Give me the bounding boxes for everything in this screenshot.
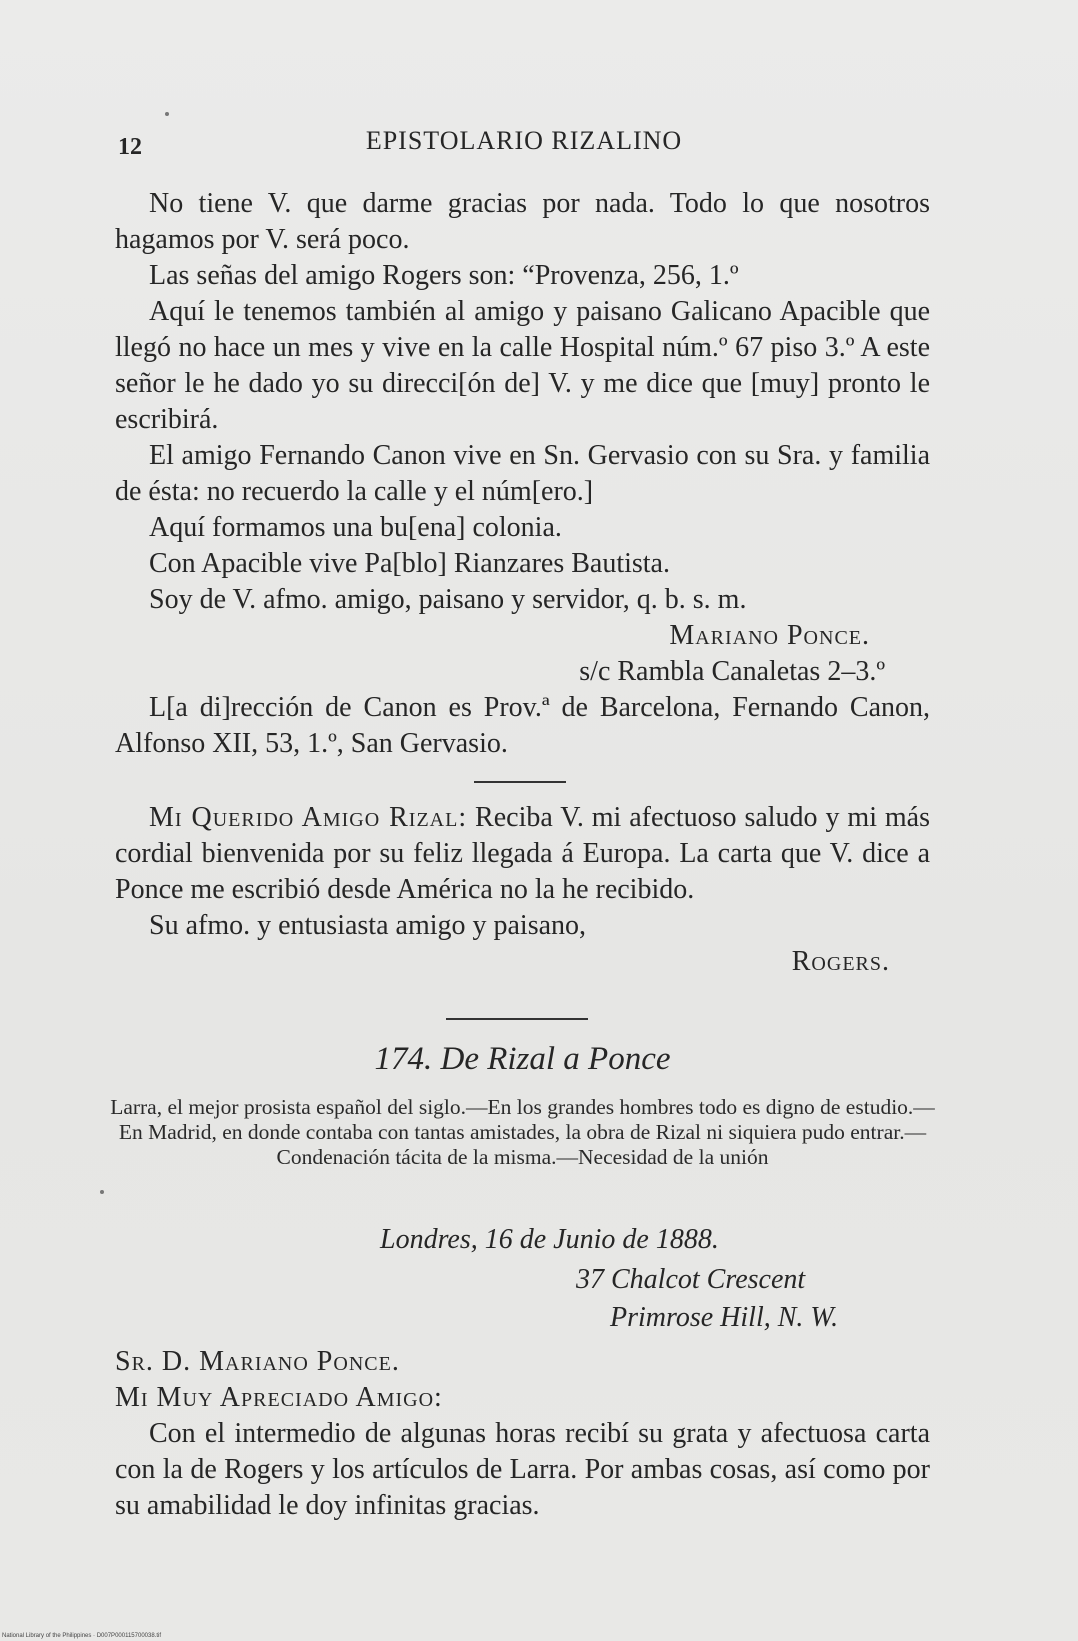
address-line: Primrose Hill, N. W. <box>610 1302 839 1333</box>
paper-speck <box>165 112 169 116</box>
salutation: Mi Querido Amigo Rizal: <box>149 802 468 833</box>
running-title: EPISTOLARIO RIZALINO <box>365 126 683 155</box>
divider <box>446 1018 588 1020</box>
letter-summary: Larra, el mejor prosista español del siglo.—En los grandes hombres todo es digno de estudio.—En Madrid, en donde contaba con tantas amistades, la obra de Rizal ni siquiera pudo entrar.—Condenación tácita de la misma.—Necesidad de la unión <box>110 1095 935 1169</box>
page-number: 12 <box>118 134 142 160</box>
paragraph: No tiene V. que darme gracias por nada. Todo lo que nosotros hagamos por V. será poco. <box>115 188 930 255</box>
scan-credit: National Library of the Philippines · D007P000115700038.tif <box>2 1633 161 1639</box>
signature-ponce: Mariano Ponce. <box>669 620 870 651</box>
paper-speck <box>100 1190 104 1194</box>
letter-rogers <box>115 800 930 980</box>
letter-ponce <box>115 186 930 762</box>
paragraph: Las señas del amigo Rogers son: “Provenza, 256, 1.º <box>149 260 739 291</box>
signature-rogers: Rogers. <box>791 946 890 977</box>
paragraph: Aquí le tenemos también al amigo y paisano Galicano Apacible que llegó no hace un mes y vive en la calle Hospital núm.º 67 piso 3.º A este señor le he dado yo su direcci[ón de] V. y me dice que [muy] pronto le escribirá. <box>115 296 930 435</box>
paragraph: Aquí formamos una bu[ena] colonia. <box>149 512 562 543</box>
postscript: L[a di]rección de Canon es Prov.ª de Barcelona, Fernando Canon, Alfonso XII, 53, 1.º, San Gervasio. <box>115 692 930 759</box>
paragraph: Con el intermedio de algunas horas recibí su grata y afectuosa carta con la de Rogers y los artículos de Larra. Por ambas cosas, así como por su amabilidad le doy infinitas gracias. <box>115 1418 930 1521</box>
address-line: 37 Chalcot Crescent <box>576 1264 806 1295</box>
page-header <box>118 126 930 166</box>
divider <box>474 781 566 783</box>
paragraph-text: Reciba V. mi afectuoso saludo y mi más cordial bienvenida por su feliz llegada á Europa. La carta que V. dice a Ponce me escribió desde América no la he recibido. <box>115 802 931 905</box>
closing: Su afmo. y entusiasta amigo y paisano, <box>149 910 587 941</box>
dateline: Londres, 16 de Junio de 1888. <box>380 1224 719 1255</box>
salutation: Mi Muy Apreciado Amigo: <box>115 1382 443 1413</box>
letter-heading: 174. De Rizal a Ponce <box>374 1041 671 1077</box>
paragraph <box>115 800 930 908</box>
letter-rizal <box>115 1344 930 1524</box>
paragraph: Con Apacible vive Pa[blo] Rianzares Bautista. <box>149 548 670 579</box>
address-ponce: s/c Rambla Canaletas 2–3.º <box>579 656 885 687</box>
addressee: Sr. D. Mariano Ponce. <box>115 1346 400 1377</box>
paragraph: El amigo Fernando Canon vive en Sn. Gervasio con su Sra. y familia de ésta: no recuerdo la calle y el núm[ero.] <box>115 440 930 507</box>
paragraph: Soy de V. afmo. amigo, paisano y servidor, q. b. s. m. <box>149 584 747 615</box>
